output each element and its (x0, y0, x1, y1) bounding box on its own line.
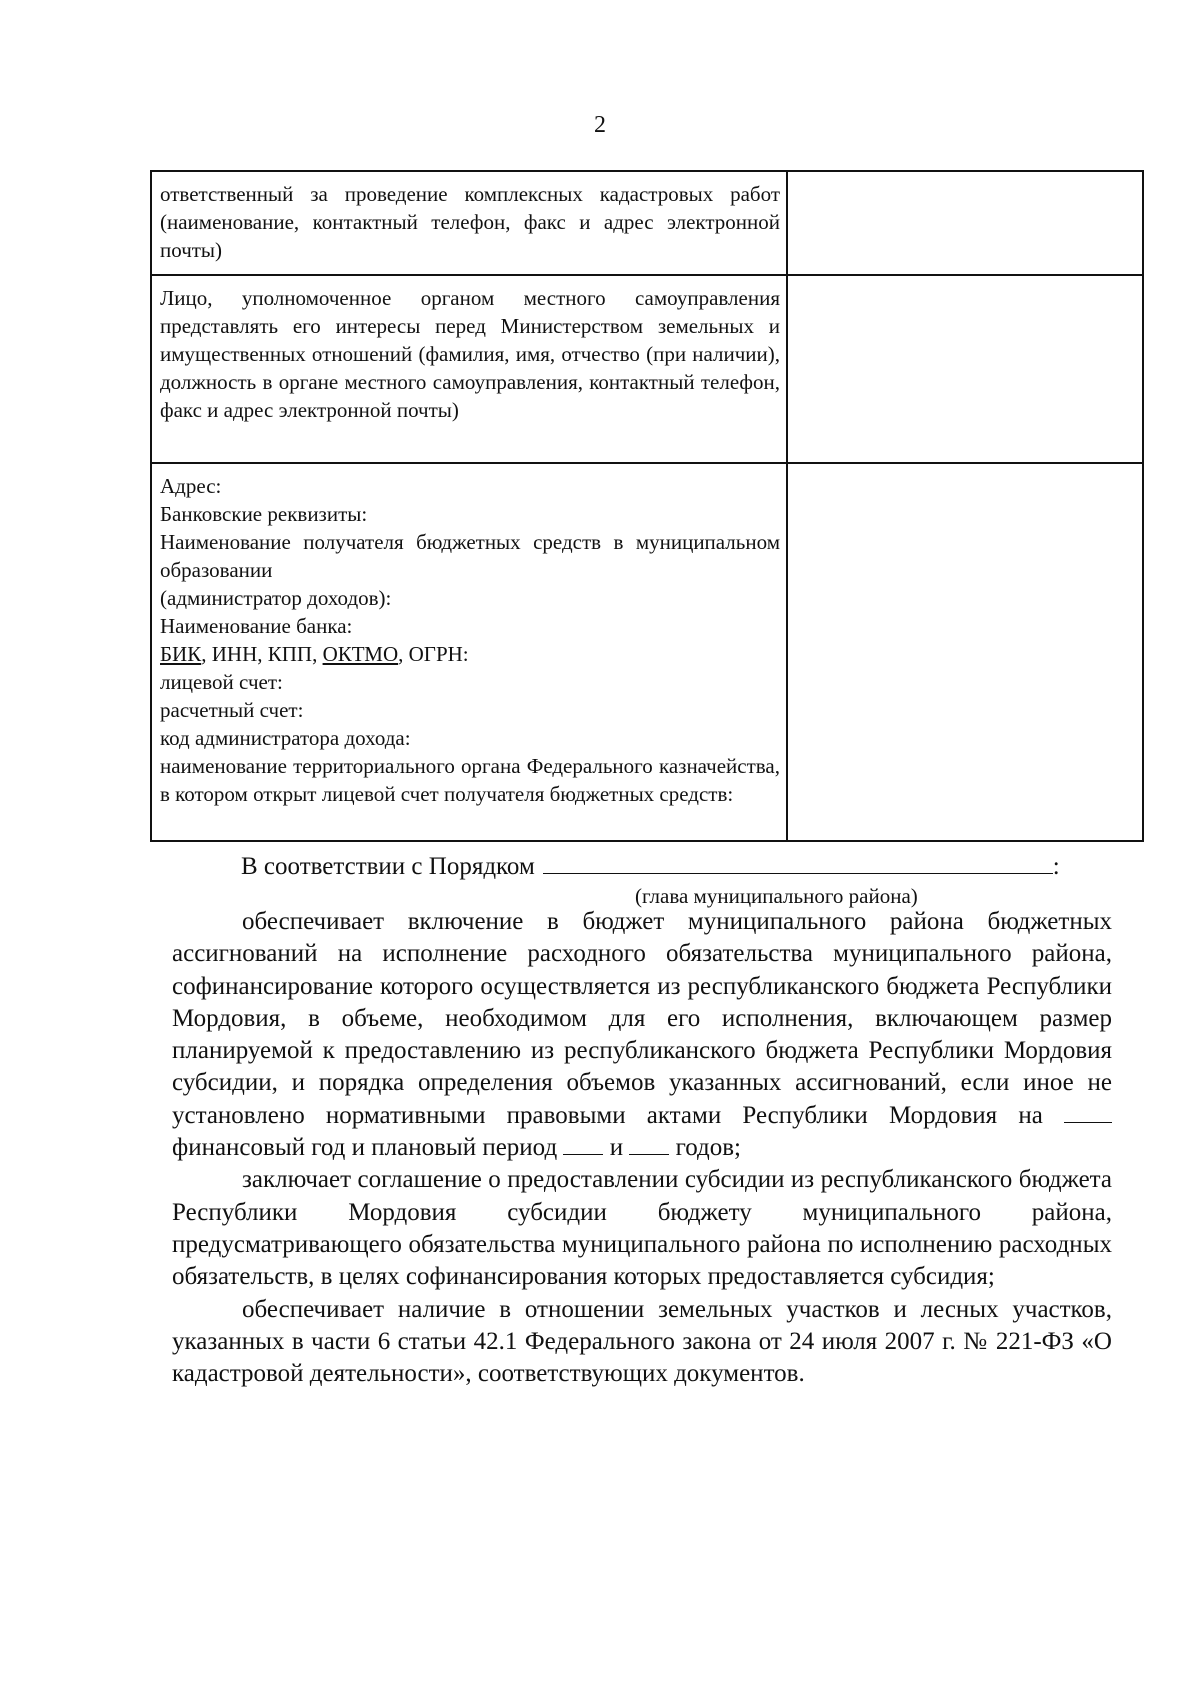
row-label-authorized-person: Лицо, уполномоченное органом местного самоуправления представлять его интересы перед Министерством земельных и имущественных отношений (фамилия, имя, отчество (при наличии), должность в органе местного самоуправления, контактный телефон, факс и адрес электронной почты) (151, 275, 787, 463)
table-row (151, 463, 1143, 841)
bank-name-label: Наименование банка: (160, 614, 353, 638)
page-number: 2 (594, 112, 606, 138)
table-row (151, 275, 1143, 463)
head-of-district-hint: (глава муниципального района) (635, 884, 918, 908)
administrator-label: (администратор доходов): (160, 586, 392, 610)
codes-label (160, 640, 780, 668)
accordance-line (241, 851, 1141, 882)
row-value-authorized-person (787, 275, 1143, 463)
row-label-bank-details (151, 463, 787, 841)
plan-year-1-blank (563, 1132, 603, 1155)
settlement-account-label: расчетный счет: (160, 698, 304, 722)
codes-separator-1: , ИНН, КПП, (201, 642, 323, 666)
obligations-text (172, 906, 1112, 1390)
financial-year-text: финансовый год и плановый период (172, 1134, 558, 1162)
bik-label: БИК (160, 642, 202, 666)
years-text: годов; (675, 1134, 741, 1162)
oktmo-label: ОКТМО (322, 642, 399, 666)
paragraph-land-documents: обеспечивает наличие в отношении земельных участков и лесных участков, указанных в части 6 статьи 42.1 Федерального закона от 24 июля 2007 г. № 221-ФЗ «О кадастровой деятельности», соответствующих документов. (172, 1295, 1112, 1388)
address-label: Адрес: (160, 474, 222, 498)
recipient-label: Наименование получателя бюджетных средств в муниципальном образовании (160, 530, 780, 582)
financial-year-blank (1064, 1100, 1112, 1123)
row-label-cadastral-responsible: ответственный за проведение комплексных кадастровых работ (наименование, контактный телефон, факс и адрес электронной почты) (151, 171, 787, 275)
accordance-text: В соответствии с Порядком (241, 853, 535, 880)
paragraph-agreement: заключает соглашение о предоставлении субсидии из республиканского бюджета Республики Мордовия субсидии бюджету муниципального района, предусматривающего обязательства муниципального района по исполнению расходных обязательств, в целях софинансирования которых предоставляется субсидия; (172, 1166, 1112, 1291)
details-table (150, 170, 1144, 842)
head-of-district-blank (543, 851, 1053, 874)
accordance-colon: : (1052, 853, 1060, 880)
and-text: и (609, 1134, 624, 1162)
admin-code-label: код администратора дохода: (160, 726, 411, 750)
treasury-label: наименование территориального органа Федерального казначейства, в котором открыт лицевой счет получателя бюджетных средств: (160, 754, 780, 806)
row-value-cadastral-responsible (787, 171, 1143, 275)
plan-year-2-blank (629, 1132, 669, 1155)
codes-separator-2: , ОГРН: (398, 642, 469, 666)
paragraph-budget-inclusion-text: обеспечивает включение в бюджет муниципального района бюджетных ассигнований на исполнение расходного обязательства муниципального района, софинансирование которого осуществляется из республиканского бюджета Республики Мордовия, в объеме, необходимом для его исполнения, включающем размер планируемой к предоставлению из республиканского бюджета Республики Мордовия субсидии, и порядка определения объемов указанных ассигнований, если иное не установлено нормативными правовыми актами Республики Мордовия на (172, 908, 1112, 1129)
bank-details-label: Банковские реквизиты: (160, 502, 368, 526)
row-value-bank-details (787, 463, 1143, 841)
personal-account-label: лицевой счет: (160, 670, 283, 694)
table-row (151, 171, 1143, 275)
paragraph-budget-inclusion (172, 906, 1112, 1164)
